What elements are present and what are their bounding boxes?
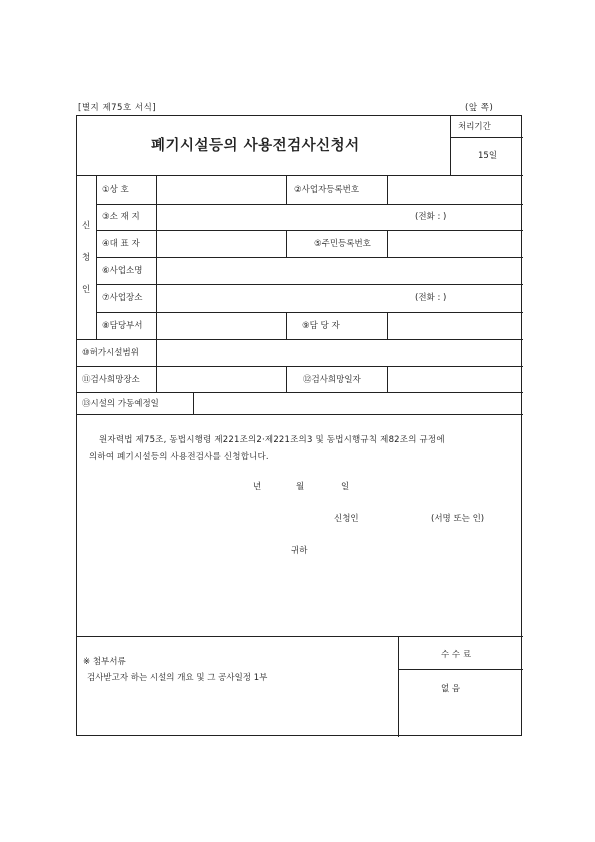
divider: [96, 257, 523, 258]
divider: [96, 312, 523, 313]
date-month: 월: [296, 482, 305, 492]
business-reg-no-label: ②사업자등록번호: [294, 185, 360, 195]
attachments-title: ※ 첨부서류: [83, 657, 126, 667]
statement-line-1: 원자력법 제75조, 동법시행령 제221조의2·제221조의3 및 동법시행규칙 제82조의 규정에: [99, 435, 445, 445]
divider: [450, 116, 451, 176]
business-location-label: ⑦사업장소: [102, 293, 143, 303]
divider: [286, 175, 287, 205]
divider: [77, 392, 523, 393]
page-side: (앞 쪽): [465, 103, 494, 113]
inspection-place-label: ⑪검사희망장소: [82, 375, 140, 385]
form-title: 폐기시설등의 사용전검사신청서: [151, 138, 360, 154]
applicant-side-label-1: 신: [82, 221, 91, 231]
address-phone-label: (전화 : ): [415, 212, 447, 222]
applicant-side-label-3: 인: [82, 285, 91, 295]
applicant-signature-label: 신청인: [334, 514, 359, 524]
fee-label: 수 수 료: [441, 650, 472, 660]
divider: [193, 392, 194, 415]
representative-label: ④대 표 자: [102, 239, 140, 249]
divider: [77, 339, 523, 340]
divider: [96, 230, 523, 231]
divider: [77, 636, 523, 637]
divider: [96, 204, 523, 205]
divider: [286, 312, 287, 340]
business-name-label: ⑥사업소명: [102, 266, 143, 276]
permit-scope-label: ⑩허가시설범위: [82, 348, 139, 358]
divider: [156, 175, 157, 393]
fee-value: 없 음: [441, 684, 461, 694]
divider: [387, 312, 388, 340]
address-label: ③소 재 지: [102, 212, 140, 222]
operation-date-label: ⑬시설의 가동예정일: [82, 399, 159, 409]
divider: [286, 230, 287, 258]
processing-period-label: 처리기간: [458, 122, 491, 132]
divider: [77, 414, 523, 415]
date-day: 일: [341, 482, 350, 492]
divider: [77, 366, 523, 367]
divider: [286, 366, 287, 393]
date-year: 년: [253, 482, 262, 492]
divider: [96, 175, 97, 340]
divider: [387, 175, 388, 205]
divider: [398, 669, 523, 670]
location-phone-label: (전화 : ): [415, 293, 447, 303]
addressee: 귀하: [291, 546, 308, 556]
signature-note: (서명 또는 인): [431, 514, 485, 524]
department-label: ⑧담당부서: [102, 321, 143, 331]
divider: [387, 366, 388, 393]
divider: [387, 230, 388, 258]
statement-line-2: 의하여 폐기시설등의 사용전검사를 신청합니다.: [89, 452, 269, 462]
processing-period-value: 15일: [478, 151, 498, 161]
resident-reg-no-label: ⑤주민등록번호: [314, 239, 371, 249]
form-number: [별지 제75호 서식]: [78, 103, 157, 113]
applicant-side-label-2: 청: [82, 253, 91, 263]
divider: [77, 175, 523, 176]
trade-name-label: ①상 호: [102, 185, 129, 195]
application-form: [76, 115, 522, 736]
person-in-charge-label: ⑨담 당 자: [302, 321, 340, 331]
inspection-date-label: ⑫검사희망일자: [303, 375, 361, 385]
attachments-item: 검사받고자 하는 시설의 개요 및 그 공사일정 1부: [87, 673, 268, 683]
divider: [450, 137, 523, 138]
divider: [96, 284, 523, 285]
divider: [398, 636, 399, 737]
